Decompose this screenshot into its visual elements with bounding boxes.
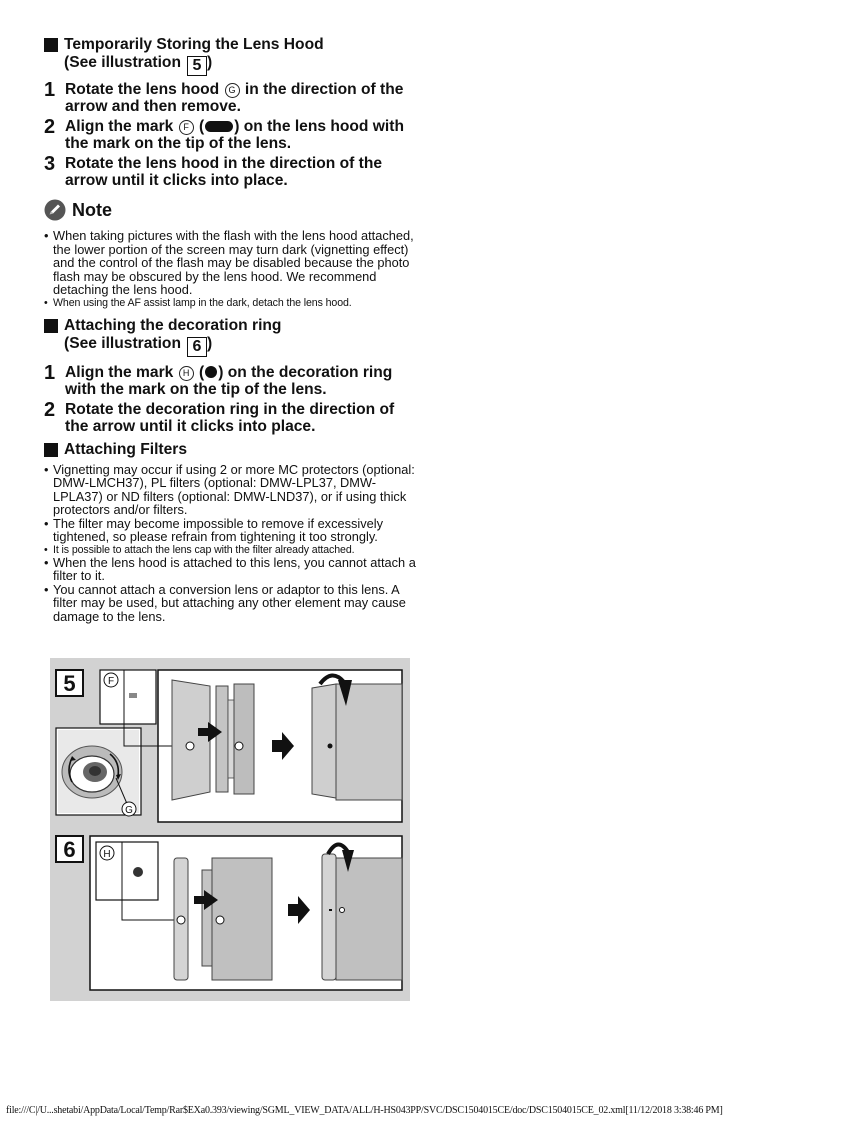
section-heading: Attaching the decoration ring (See illustration 6 ): [44, 317, 416, 357]
svg-text:G: G: [125, 805, 133, 816]
section-title: Attaching the decoration ring: [64, 316, 282, 334]
list-item: • It is possible to attach the lens cap with the filter already attached.: [44, 544, 416, 556]
step-item: 1 Rotate the lens hood G in the direction of the arrow and then remove.: [44, 79, 404, 115]
mark-f-indicator: [129, 693, 137, 698]
illustration-number: 6: [187, 337, 207, 357]
lens-illustration: [50, 658, 410, 1001]
note-title: Note: [72, 199, 112, 220]
section-decoration-ring: [44, 317, 416, 435]
step-item: 2 Rotate the decoration ring in the direction of the arrow until it clicks into place.: [44, 398, 395, 435]
section-attaching-filters: [44, 441, 416, 624]
section-lens-hood-storage: [44, 36, 416, 189]
step-number: 2: [44, 398, 56, 421]
list-item: • The filter may become impossible to remove if excessively tightened, so please refrain from tightening it too strongly.: [44, 517, 416, 544]
note-heading: [44, 199, 416, 221]
step-number: 2: [44, 116, 56, 138]
list-item: • When the lens hood is attached to this lens, you cannot attach a filter to it.: [44, 556, 416, 583]
step-number: 1: [44, 361, 56, 384]
list-item: • You cannot attach a conversion lens or adaptor to this lens. A filter may be used, but attaching any other element may cause damage to the lens.: [44, 583, 416, 624]
step-number: 3: [44, 153, 56, 175]
step-number: 1: [44, 79, 56, 101]
black-square-icon: [44, 38, 58, 52]
section-heading: Temporarily Storing the Lens Hood (See illustration 5 ): [44, 36, 416, 76]
list-item: • Vignetting may occur if using 2 or more MC protectors (optional: DMW-LMCH37), PL filters (optional: DMW-LPL37, DMW-LPLA37) or ND filters (optional: DMW-LND37), or if using thick protectors and/or filters.: [44, 463, 416, 517]
filter-notes-list: [44, 463, 416, 624]
illustration-label-5: 5: [63, 671, 76, 696]
svg-text:H: H: [103, 849, 111, 860]
illustration-5: [56, 670, 402, 822]
illustration-panel: [50, 658, 410, 1001]
circled-letter-h: H: [179, 366, 194, 381]
section-title: Temporarily Storing the Lens Hood: [64, 36, 324, 53]
list-item: • When taking pictures with the flash with the lens hood attached, the lower portion of the screen may turn dark (vignetting effect) and the control of the flash may be disabled because the photo flash may be obscured by the lens hood. We recommend detaching the lens hood.: [44, 229, 416, 297]
step-item: 1 Align the mark H ( ) on the decoration ring with the mark on the tip of the lens.: [44, 361, 393, 398]
note-section: [44, 199, 416, 309]
manual-text-column: [44, 36, 416, 623]
pencil-icon: [44, 199, 66, 221]
section-heading: [44, 441, 416, 459]
dot-mark-icon: [205, 366, 217, 378]
illustration-number: 5: [187, 56, 207, 76]
svg-text:F: F: [107, 676, 115, 687]
note-list: [44, 229, 416, 309]
file-path-footer: file:///C|/U...shetabi/AppData/Local/Temp/Rar$EXa0.393/viewing/SGML_VIEW_DATA/ALL/H-HS043PP/SVC/DSC1504015CE/doc/DSC1504015CE_02.xml[11/12/2018 3:38:46 PM]: [6, 1105, 723, 1116]
black-square-icon: [44, 443, 58, 457]
section-title: Attaching Filters: [64, 440, 188, 458]
step-item: 2 Align the mark F ( ) on the lens hood with the mark on the tip of the lens.: [44, 116, 404, 152]
black-square-icon: [44, 319, 58, 333]
circled-letter-g: G: [225, 83, 240, 98]
step-item: 3 Rotate the lens hood in the direction of the arrow until it clicks into place.: [44, 153, 383, 189]
see-illustration-prefix: (See illustration: [64, 334, 181, 352]
illustration-6: [56, 836, 402, 990]
list-item: • When using the AF assist lamp in the dark, detach the lens hood.: [44, 297, 416, 309]
mark-h-dot: [133, 867, 143, 877]
illustration-label-6: 6: [63, 837, 76, 862]
see-illustration-prefix: (See illustration: [64, 54, 181, 71]
pill-mark-icon: [205, 121, 233, 132]
circled-letter-f: F: [179, 120, 194, 135]
